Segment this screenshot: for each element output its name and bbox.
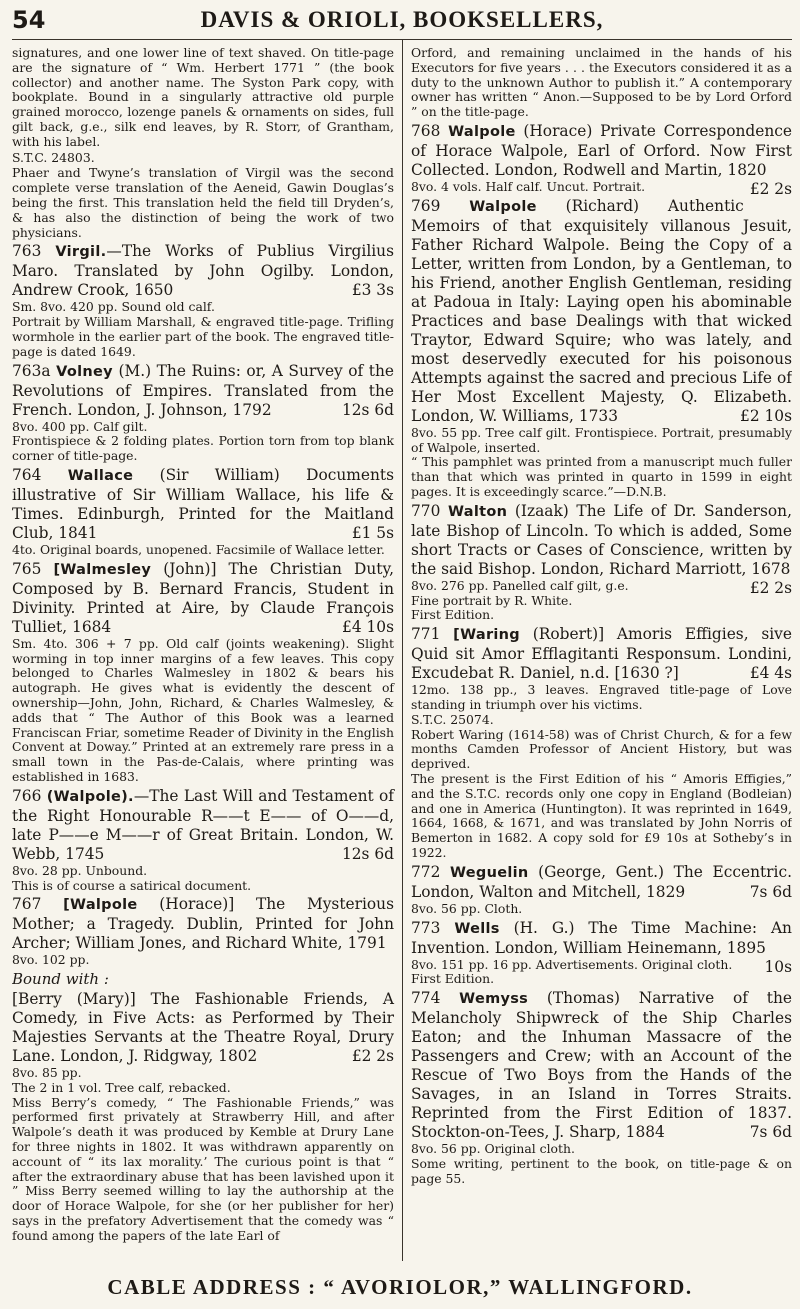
entry-heading xyxy=(12,560,394,637)
page-header xyxy=(12,0,792,40)
lot-number: 764 xyxy=(12,465,42,484)
entry-heading xyxy=(12,787,394,864)
entry-description: 8vo. 102 pp. xyxy=(12,952,90,968)
lot-number: 769 xyxy=(411,196,441,215)
lot-number: 763a xyxy=(12,361,51,380)
entry-note: Fine portrait by R. White. xyxy=(411,592,573,608)
entry-title: (George, Gent.) The Eccentric. London, Walton and Mitchell, 1829 xyxy=(411,862,792,901)
catalogue-entry-763 xyxy=(12,242,394,359)
entry-description: Sm. 8vo. 420 pp. Sound old calf. xyxy=(12,299,215,315)
catalogue-entry-770 xyxy=(411,502,792,623)
lot-number: 768 xyxy=(411,121,441,140)
entry-price: £2 2s xyxy=(749,578,792,597)
lot-number: 773 xyxy=(411,918,441,937)
entry-note: The 2 in 1 vol. Tree calf, rebacked. xyxy=(12,1079,231,1095)
lot-number: 763 xyxy=(12,242,42,261)
entry-title: (Horace) Private Correspondence of Horace Walpole, Earl of Orford. Now First Collected. London, Rodwell and Martin, 1820 xyxy=(411,121,792,179)
stc-reference: S.T.C. 24803. xyxy=(12,149,95,165)
entry-title: (Richard) Authentic Memoirs of that exquisitely villanous Jesuit, Father Richard Walpole. Being the Copy of a Letter, written from London, by a Gentleman, to his Friend, another English Gentleman, residing at Padoua in Italy: Laying open his abominable Practices and base Dealings with that wicked Traytor, Edward Squire; who was lately, and most deservedly executed for his poisonous Attempts against the sacred and precious Life of Her Most Excellent Majesty, Q. Elizabeth. London, W. Williams, 1733 xyxy=(411,196,792,425)
entry-description: 8vo. 4 vols. Half calf. Uncut. Portrait. xyxy=(411,178,646,194)
entry-description: 8vo. 56 pp. Original cloth. xyxy=(411,1141,575,1157)
entry-price: £4 4s xyxy=(749,664,792,683)
catalogue-entry-765 xyxy=(12,560,394,785)
entry-title: —The Last Will and Testament of the Right Honourable R——t E—— of O——d, late P——e M——r of Great Britain. London, W. Webb, 1745 xyxy=(12,786,394,863)
entry-title: [Berry (Mary)] The Fashionable Friends, A Comedy, in Five Acts: as Performed by Their Majesties Servants at the Theatre Royal, Drury Lane. London, J. Ridgway, 1802 xyxy=(12,990,394,1066)
entry-author: Volney xyxy=(56,363,113,380)
entry-price: £2 10s xyxy=(740,406,792,425)
entry-note: “ This pamphlet was printed from a manuscript much fuller than that which was printed in quarto in 1599 in eight pages. It is exceedingly scarce.”—D.N.B. xyxy=(411,454,792,499)
entry-price: £2 2s xyxy=(351,1047,394,1066)
entry-title: (Thomas) Narrative of the Melancholy Shipwreck of the Ship Charles Eaton; and the Inhuman Massacre of the Passengers and Crew; with an Account of the Rescue of Two Boys from the Hands of the Savages, in an Island in Torres Straits. Reprinted from the First Edition of 1837. Stockton-on-Tees, J. Sharp, 1884 xyxy=(411,989,792,1142)
entry-author: Walpole xyxy=(448,123,516,140)
catalogue-entry-772 xyxy=(411,863,792,917)
bound-with-title xyxy=(12,990,394,1066)
entry-author: Wallace xyxy=(67,467,134,484)
lot-number: 772 xyxy=(411,862,441,881)
two-column-body xyxy=(12,40,792,1261)
entry-price: 7s 6d xyxy=(749,882,792,901)
entry-description: 8vo. 151 pp. 16 pp. Advertisements. Original cloth. xyxy=(411,956,733,972)
catalogue-entry-767 xyxy=(12,895,394,1243)
entry-heading xyxy=(12,242,394,300)
entry-author: Walton xyxy=(448,503,508,520)
entry-title: —The Works of Publius Virgilius Maro. Translated by John Ogilby. London, Andrew Crook, 1650 xyxy=(12,242,394,300)
entry-price: 12s 6d xyxy=(341,400,394,419)
entry-heading xyxy=(411,197,792,426)
left-column xyxy=(12,40,402,1261)
entry-description: 8vo. 56 pp. Cloth. xyxy=(411,900,523,916)
entry-price: 10s xyxy=(764,957,792,976)
entry-price: 12s 6d xyxy=(341,844,394,863)
entry-heading xyxy=(411,625,792,683)
entry-note: Robert Waring (1614-58) was of Christ Church, & for a few months Camden Professor of Ancient History, but was deprived. xyxy=(411,726,792,772)
continued-description: signatures, and one lower line of text shaved. On title-page are the signature of “ Wm. Herbert 1771 ” (the book collector) and another name. The Syston Park copy, with bookplate. Bound in a singularly attractive old purple grained morocco, lozenge panels & ornaments on sides, full gilt back, g.e., silk end leaves, by R. Storr, of Grantham, with his label. xyxy=(12,45,394,149)
entry-author: [Walmesley xyxy=(53,561,152,578)
lot-number: 774 xyxy=(411,989,441,1008)
right-column xyxy=(402,40,792,1261)
entry-price: £1 5s xyxy=(351,523,394,542)
entry-description: 4to. Original boards, unopened. Facsimile of Wallace letter. xyxy=(12,541,385,557)
entry-heading xyxy=(12,362,394,420)
entry-note: Phaer and Twyne’s translation of Virgil was the second complete verse translation of the Aeneid, Gawin Douglas’s being the first. This translation held the field till Dryden’s, & has also the distinction of being the work of two physicians. xyxy=(12,165,394,240)
entry-heading xyxy=(411,863,792,902)
lot-number: 770 xyxy=(411,501,441,520)
entry-heading xyxy=(12,895,394,953)
entry-title: (Sir William) Documents illustrative of Sir William Wallace, his life & Times. Edinburgh, Printed for the Maitland Club, 1841 xyxy=(12,465,394,542)
entry-author: Weguelin xyxy=(450,864,529,881)
continued-description: Orford, and remaining unclaimed in the hands of his Executors for five years . . . the Executors considered it as a duty to the unknown Author to publish it.” A contemporary owner has written “ Anon.—Supposed to be by Lord Orford ” on the title-page. xyxy=(411,45,792,120)
catalogue-entry-771 xyxy=(411,625,792,861)
lot-number: 771 xyxy=(411,625,441,644)
entry-description: 12mo. 138 pp., 3 leaves. Engraved title-page of Love standing in triumph over his victims. xyxy=(411,682,792,712)
entry-description: 8vo. 400 pp. Calf gilt. xyxy=(12,418,148,434)
entry-note: This is of course a satirical document. xyxy=(12,877,252,893)
lot-number: 766 xyxy=(12,786,42,805)
catalogue-entry-769 xyxy=(411,197,792,500)
entry-description: Sm. 4to. 306 + 7 pp. Old calf (joints weakening). Slight worming in top inner margins of a few leaves. This copy belonged to Charles Walmesley in 1802 & bears his autograph. He gives what is evidently the descent of ownership—John, John, Richard, & Charles Walmesley, & adds that “ The Author of this Book was a learned Franciscan Friar, sometime Reader of Divinity in the English Convent at Doway.” Printed at an extremely rare press in a small town in the Pas-de-Calais, where printing was established in 1683. xyxy=(12,635,394,784)
entry-title: (Horace)] The Mysterious Mother; a Tragedy. Dublin, Printed for John Archer; William Jones, and Richard White, 1791 xyxy=(12,895,394,953)
entry-title: (M.) The Ruins: or, A Survey of the Revolutions of Empires. Translated from the French. London, J. Johnson, 1792 xyxy=(12,361,394,419)
catalogue-entry-773 xyxy=(411,919,792,988)
entry-title: (H. G.) The Time Machine: An Invention. London, William Heinemann, 1895 xyxy=(411,918,792,957)
entry-author: [Walpole xyxy=(63,897,138,914)
entry-author: Walpole xyxy=(469,198,537,215)
entry-note: The present is the First Edition of his “ Amoris Effigies,” and the S.T.C. records only one copy in England (Bodleian) and one in America (Huntington). It was reprinted in 1649, 1664, 1668, & 1671, and was translated by John Norris of Bemerton in 1682. A copy sold for £9 10s at Sotheby’s in 1922. xyxy=(411,770,792,860)
entry-title: (Robert)] Amoris Effigies, sive Quid sit Amor Efflagitanti Responsum. Londini, Excudebat R. Daniel, n.d. [1630 ?] xyxy=(411,625,792,683)
catalogue-entry-766 xyxy=(12,787,394,894)
lot-number: 767 xyxy=(12,895,42,914)
cable-address: CABLE ADDRESS : “ AVORIOLOR,” WALLINGFORD. xyxy=(107,1274,693,1299)
entry-note: Some writing, pertinent to the book, on title-page & on page 55. xyxy=(411,1155,792,1186)
entry-author: Wells xyxy=(454,920,500,937)
entry-title: (John)] The Christian Duty, Composed by B. Bernard Francis, Student in Divinity. Printed at Aire, by Claude François Tulliet, 1684 xyxy=(12,559,394,636)
entry-description: 8vo. 28 pp. Unbound. xyxy=(12,862,148,878)
entry-heading xyxy=(12,466,394,543)
entry-price: £4 10s xyxy=(342,617,394,636)
entry-author: (Walpole). xyxy=(46,788,134,805)
entry-title: (Izaak) The Life of Dr. Sanderson, late Bishop of Lincoln. To which is added, Some short Tracts or Cases of Conscience, written by the said Bishop. London, Richard Marriott, 1678 xyxy=(411,501,792,578)
entry-note: Portrait by William Marshall, & engraved title-page. Trifling wormhole in the earlier part of the book. The engraved title-page is dated 1649. xyxy=(12,314,394,359)
bound-with-label: Bound with : xyxy=(12,970,109,989)
entry-note: Frontispiece & 2 folding plates. Portion torn from top blank corner of title-page. xyxy=(12,433,394,464)
entry-author: Wemyss xyxy=(459,991,529,1008)
page-footer xyxy=(0,1265,800,1309)
entry-author: [Waring xyxy=(453,627,520,644)
stc-reference: S.T.C. 25074. xyxy=(411,711,494,727)
entry-price: 7s 6d xyxy=(749,1123,792,1142)
entry-description: 8vo. 85 pp. xyxy=(12,1065,82,1081)
entry-description: 8vo. 55 pp. Tree calf gilt. Frontispiece. Portrait, presumably of Walpole, inserted. xyxy=(411,424,792,455)
catalogue-entry-774 xyxy=(411,989,792,1186)
lot-number: 765 xyxy=(12,559,42,578)
page-number: 54 xyxy=(12,6,46,34)
catalogue-entry-763a xyxy=(12,362,394,464)
entry-heading xyxy=(411,989,792,1142)
entry-price: £2 2s xyxy=(749,179,792,198)
catalogue-entry-764 xyxy=(12,466,394,558)
entry-author: Virgil. xyxy=(55,244,107,261)
running-head: DAVIS & ORIOLI, BOOKSELLERS, xyxy=(200,6,604,32)
entry-description: 8vo. 276 pp. Panelled calf gilt, g.e. xyxy=(411,577,629,593)
entry-note: First Edition. xyxy=(411,607,495,623)
entry-price: £3 3s xyxy=(351,281,394,300)
entry-note: Miss Berry’s comedy, “ The Fashionable Friends,” was performed first privately at Strawberry Hill, and after Walpole’s death it was produced by Kemble at Drury Lane for three nights in 1802. It was withdrawn apparently on account of “ its lax morality.’ The curious point is that “ after the extraordinary abuse that has been lavished upon it ” Miss Berry seemed willing to lay the authorship at the door of Horace Walpole, for she (or her publisher for her) says in the prefatory Advertisement that the comedy was “ found among the papers of the late Earl of xyxy=(12,1094,394,1243)
entry-note: First Edition. xyxy=(411,971,495,987)
catalogue-entry-768 xyxy=(411,121,792,198)
